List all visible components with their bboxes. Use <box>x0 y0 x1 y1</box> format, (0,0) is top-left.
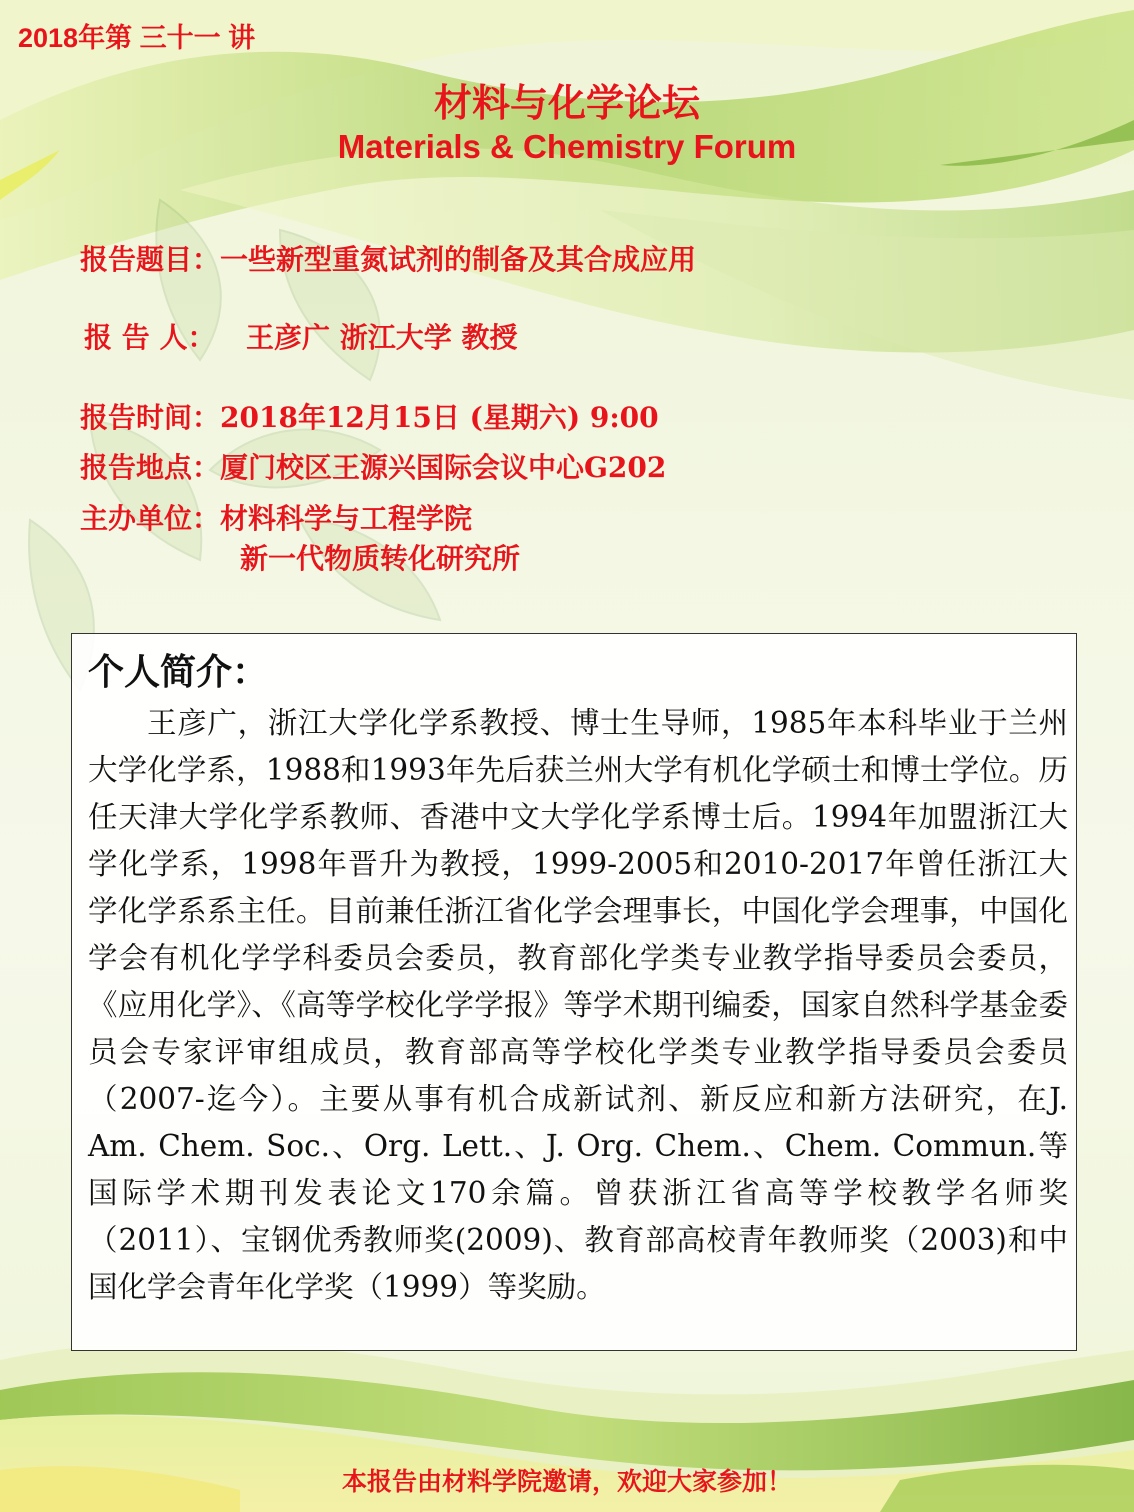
speaker-value: 王彦广 浙江大学 教授 <box>246 321 518 354</box>
host-row <box>80 497 472 537</box>
time-label: 报告时间： <box>80 401 221 434</box>
footer-invitation: 本报告由材料学院邀请，欢迎大家参加！ <box>341 1467 792 1496</box>
bio-text: 王彦广，浙江大学化学系教授、博士生导师，1985年本科毕业于兰州大学化学系，1988和1993年先后获兰州大学有机化学硕士和博士学位。历任天津大学化学系教师、香港中文大学化学系博士后。1994年加盟浙江大学化学系，1998年晋升为教授，1999-2005和2010-2017年曾任浙江大学化学系系主任。目前兼任浙江省化学会理事长，中国化学会理事，中国化学会有机化学学科委员会委员，教育部化学类专业教学指导委员会委员，《应用化学》、《高等学校化学学报》等学术期刊编委，国家自然科学基金委员会专家评审组成员，教育部高等学校化学类专业教学指导委员会委员（2007-迄今）。主要从事有机合成新试剂、新反应和新方法研究，在J. Am. Chem. Soc.、Org. Lett.、J. Org. Chem.、Chem. Commun.等国际学术期刊发表论文170余篇。曾获浙江省高等学校教学名师奖（2011）、宝钢优秀教师奖(2009)、教育部高校青年教师奖（2003)和中国化学会青年化学奖（1999）等奖励。 <box>88 706 1068 1304</box>
speaker-row <box>84 316 518 356</box>
forum-title-cn: 材料与化学论坛 <box>433 81 700 125</box>
lecture-series-label: 2018年第 三十一 讲 <box>18 23 256 53</box>
topic-row <box>80 238 696 278</box>
time-value: 2018年12月15日 (星期六) 9:00 <box>220 401 659 434</box>
topic-value: 一些新型重氮试剂的制备及其合成应用 <box>220 243 697 276</box>
location-label: 报告地点： <box>80 451 221 484</box>
bio-title: 个人简介： <box>88 652 269 693</box>
host-label: 主办单位： <box>80 502 221 535</box>
forum-title-en: Materials & Chemistry Forum <box>337 128 797 165</box>
location-value: 厦门校区王源兴国际会议中心G202 <box>220 451 667 484</box>
host-row-2 <box>240 537 520 577</box>
host-value-2: 新一代物质转化研究所 <box>240 542 521 575</box>
bio-panel <box>71 633 1077 1351</box>
speaker-label: 报 告 人： <box>84 321 216 354</box>
location-row <box>80 446 666 486</box>
topic-label: 报告题目： <box>80 243 221 276</box>
time-row <box>80 396 659 436</box>
host-value-1: 材料科学与工程学院 <box>220 502 473 535</box>
